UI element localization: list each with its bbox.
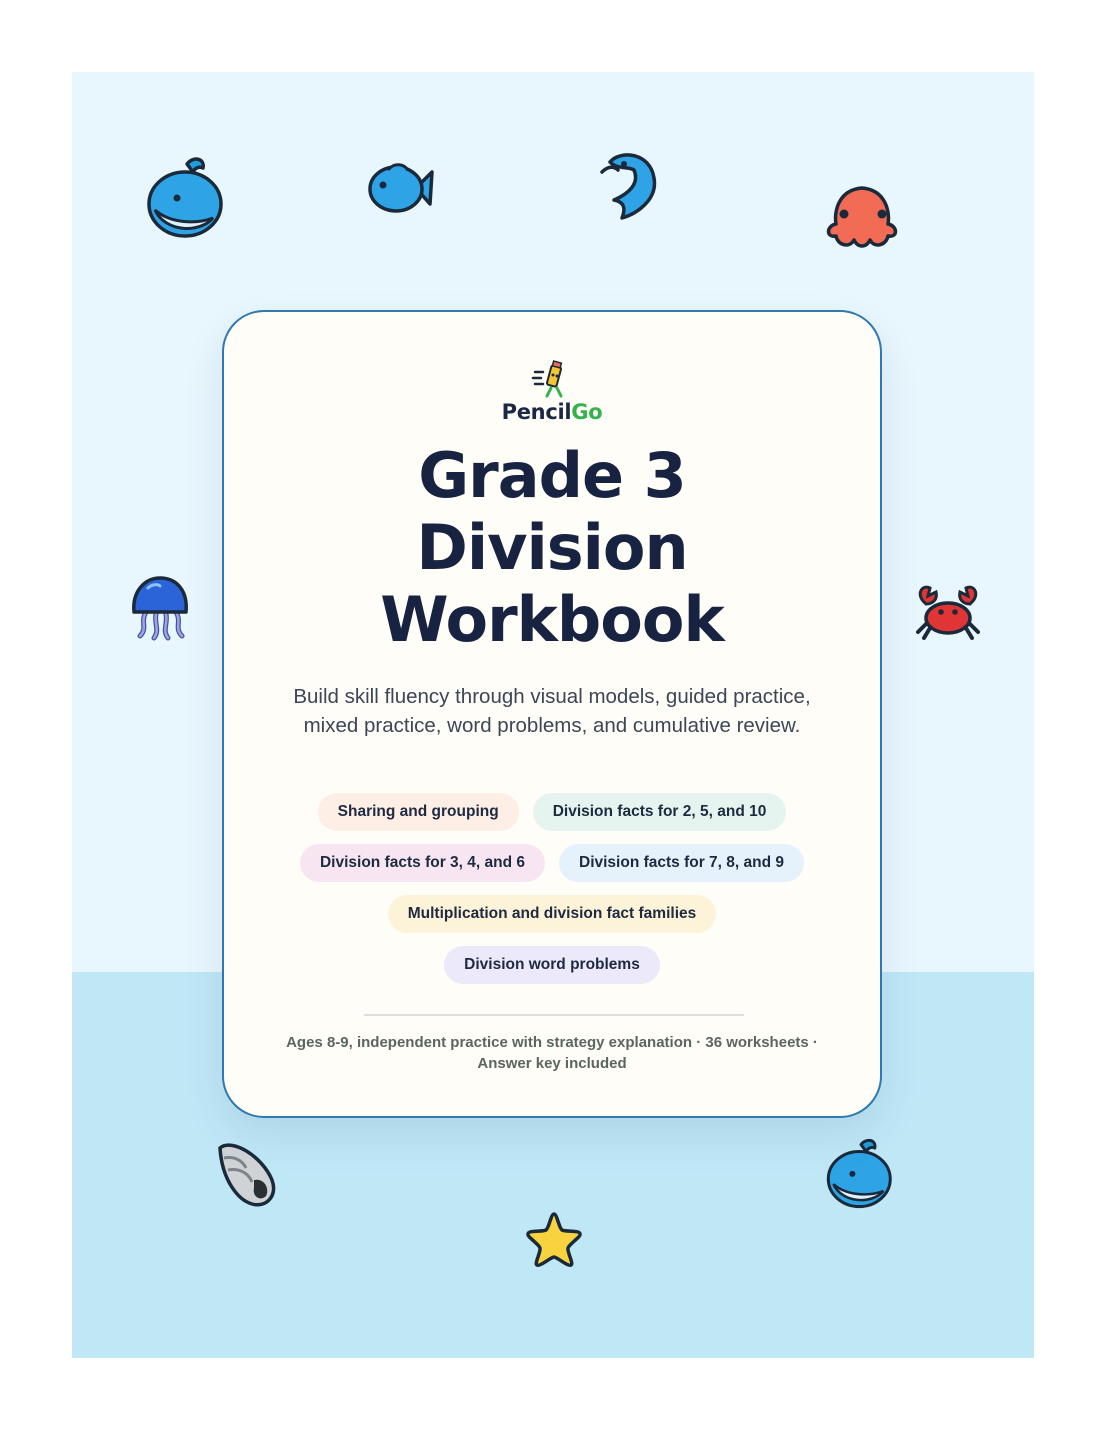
- fish-icon: [368, 160, 434, 216]
- topic-chip: Division word problems: [444, 946, 660, 984]
- topic-chip: Division facts for 2, 5, and 10: [533, 793, 787, 831]
- whale-icon: [826, 1136, 896, 1210]
- brand-name: [224, 400, 880, 424]
- pencil-mascot-icon: [531, 360, 573, 402]
- topic-chips: [224, 793, 880, 997]
- topic-chip: Division facts for 7, 8, and 9: [559, 844, 804, 882]
- octopus-icon: [824, 176, 900, 250]
- jellyfish-icon: [130, 576, 190, 642]
- page-title: [224, 440, 880, 656]
- shell-icon: [212, 1140, 278, 1210]
- title-line: Division: [416, 511, 688, 584]
- title-line: Workbook: [380, 583, 724, 656]
- brand-name-part2: Go: [571, 400, 603, 424]
- brand-name-part1: Pencil: [501, 400, 572, 424]
- cover-card: [222, 310, 882, 1118]
- subtitle: Build skill fluency through visual models, guided practice, mixed practice, word problems, and cumulative review.: [293, 685, 811, 737]
- dolphin-icon: [600, 148, 662, 220]
- crab-icon: [916, 582, 980, 642]
- whale-icon: [147, 154, 227, 240]
- star-icon: [524, 1210, 584, 1268]
- title-line: Grade 3: [418, 439, 686, 512]
- topic-chip: Sharing and grouping: [318, 793, 519, 831]
- topic-chip: Division facts for 3, 4, and 6: [300, 844, 545, 882]
- footer-info: Ages 8-9, independent practice with strategy explanation · 36 worksheets · Answer key included: [286, 1034, 818, 1072]
- divider: [364, 1014, 744, 1016]
- topic-chip: Multiplication and division fact families: [388, 895, 717, 933]
